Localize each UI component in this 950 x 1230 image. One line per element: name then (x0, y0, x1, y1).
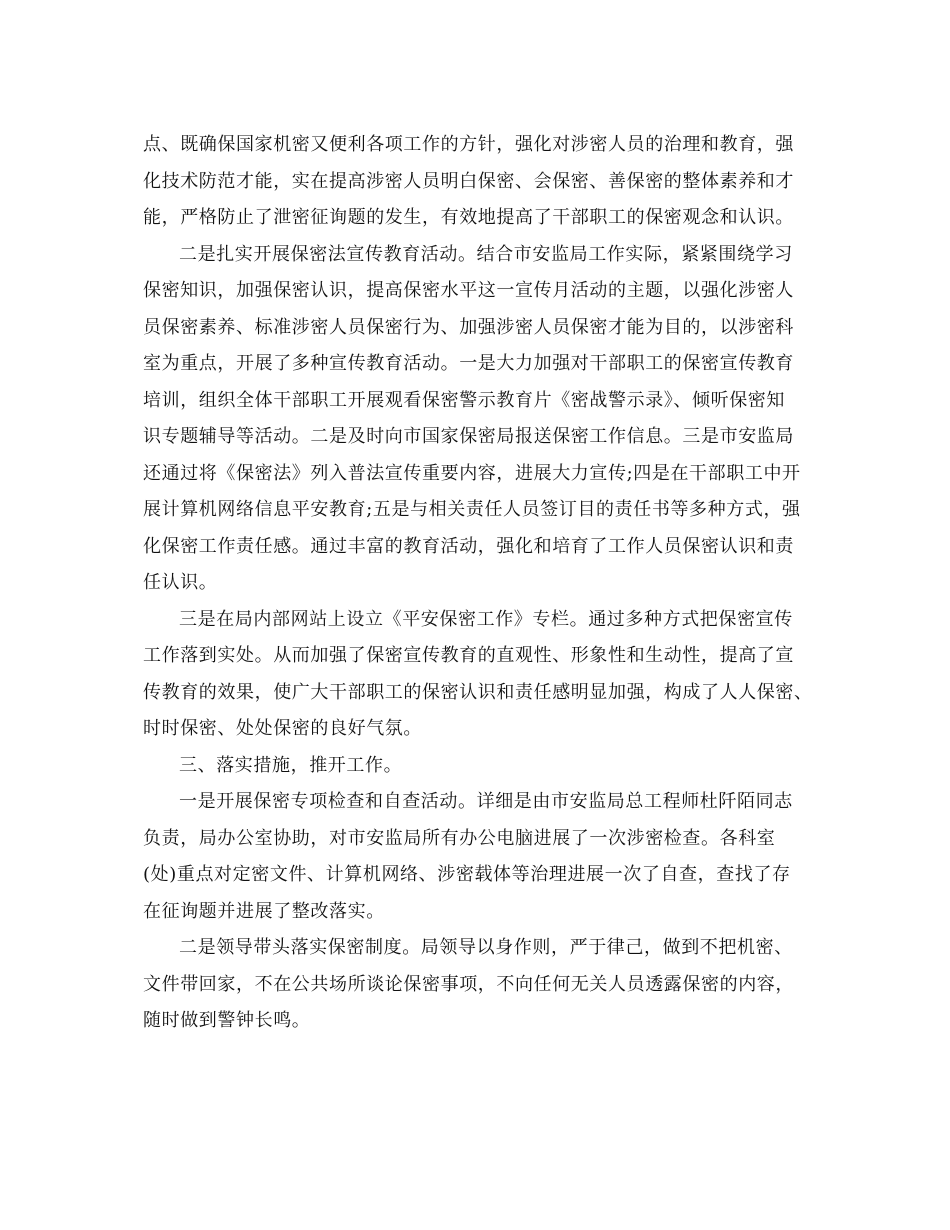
text-line: (处)重点对定密文件、计算机网络、涉密载体等治理进展一次了自查，查找了存 (143, 864, 791, 885)
text-line: 在征询题并进展了整改落实。 (143, 901, 385, 922)
paragraph-start-line: 二是领导带头落实保密制度。局领导以身作则，严于律己，做到不把机密、 (179, 937, 793, 958)
text-line: 文件带回家，不在公共场所谈论保密事项，不向任何无关人员透露保密的内容， (143, 974, 794, 995)
text-line: 负责，局办公室协助，对市安监局所有办公电脑进展了一次涉密检查。各科室 (143, 828, 776, 849)
text-line: 展计算机网络信息平安教育;五是与相关责任人员签订目的责任书等多种方式，强 (143, 499, 801, 520)
paragraph-start-line: 三是在局内部网站上设立《平安保密工作》专栏。通过多种方式把保密宣传 (179, 609, 793, 630)
text-line: 保密知识，加强保密认识，提高保密水平这一宣传月活动的主题，以强化涉密人 (143, 280, 794, 301)
text-line: 传教育的效果，使广大干部职工的保密认识和责任感明显加强，构成了人人保密、 (143, 682, 813, 703)
section-heading: 三、落实措施，推开工作。 (179, 755, 403, 776)
paragraph-start-line: 二是扎实开展保密法宣传教育活动。结合市安监局工作实际，紧紧围绕学习 (179, 244, 793, 265)
text-line: 培训，组织全体干部职工开展观看保密警示教育片《密战警示录》、倾听保密知 (143, 390, 785, 411)
text-line: 随时做到警钟长鸣。 (143, 1010, 311, 1031)
text-line: 任认识。 (143, 572, 218, 593)
text-line: 识专题辅导等活动。二是及时向市国家保密局报送保密工作信息。三是市安监局 (143, 426, 794, 447)
text-line: 化技术防范才能，实在提高涉密人员明白保密、会保密、善保密的整体素养和才 (143, 171, 794, 192)
text-line: 时时保密、处处保密的良好气氛。 (143, 718, 422, 739)
text-line: 还通过将《保密法》列入普法宣传重要内容，进展大力宣传;四是在干部职工中开 (143, 463, 801, 484)
text-line: 化保密工作责任感。通过丰富的教育活动，强化和培育了工作人员保密认识和责 (143, 536, 794, 557)
text-line: 点、既确保国家机密又便利各项工作的方针，强化对涉密人员的治理和教育，强 (143, 134, 794, 155)
text-line: 能，严格防止了泄密征询题的发生，有效地提高了干部职工的保密观念和认识。 (143, 207, 794, 228)
text-line: 工作落到实处。从而加强了保密宣传教育的直观性、形象性和生动性，提高了宣 (143, 645, 794, 666)
text-line: 室为重点，开展了多种宣传教育活动。一是大力加强对干部职工的保密宣传教育 (143, 353, 794, 374)
text-line: 员保密素养、标准涉密人员保密行为、加强涉密人员保密才能为目的，以涉密科 (143, 317, 794, 338)
paragraph-start-line: 一是开展保密专项检查和自查活动。详细是由市安监局总工程师杜阡陌同志 (179, 791, 793, 812)
